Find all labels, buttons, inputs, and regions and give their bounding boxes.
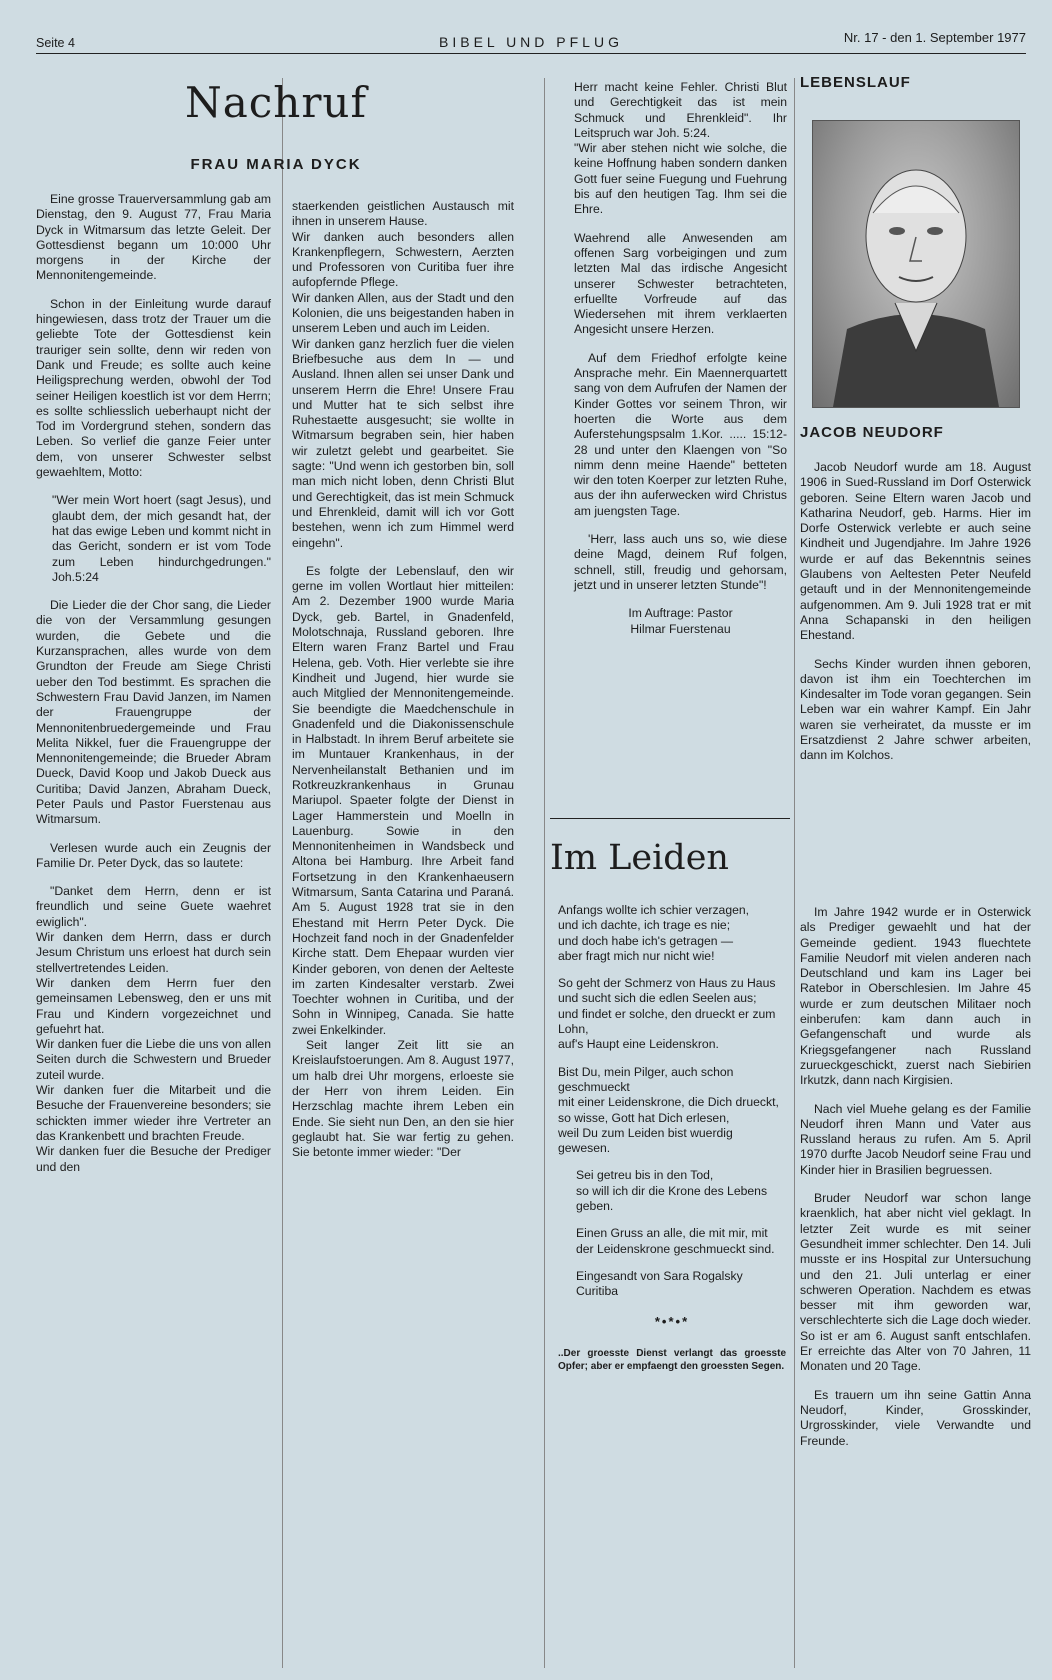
greeting: Einen Gruss an alle, die mit mir, mit der Leidenskrone geschmueckt sind.	[576, 1226, 775, 1256]
paragraph: Schon in der Einleitung wurde darauf hingewiesen, dass trotz der Trauer um die geliebte Tote der Gottesdienst kein trauriger sein sollte, denn wir reden von Dank und Freude; es sollte auch keine Heiligsprechung werden, obwohl der Tod seiner Heiligen koestlich ist vor dem Herrn; es sollte schliesslich ueberhaupt nicht der Tod im Vordergrund stehen, sondern das Leben. So verlief die ganze Feier unter dem, von unserer Schwester selbst gewaehltem, Motto:	[36, 296, 271, 480]
paragraph: "Wir aber stehen nicht wie solche, die keine Hoffnung haben sondern danken Gott fuer seine Fuegung und Fuehrung bis auf den heutigen Tag. Ihm sei die Ehre.	[574, 141, 787, 217]
page-header	[36, 30, 1026, 54]
paragraph: Waehrend alle Anwesenden am offenen Sarg vorbeigingen und zum letzten Mal das irdische Angesicht unserer Schwester betrachteten, erfuellte Vorfreude auf das Wiedersehen mit ihrem verklaerten Angesicht unsere Herzen.	[574, 230, 787, 337]
poem-stanza	[558, 1065, 786, 1157]
poem-line: und ich dachte, ich trage es nie;	[558, 918, 731, 933]
lebenslauf-column	[800, 460, 1031, 777]
nachruf-title: Nachruf	[184, 78, 368, 127]
lebenslauf-heading: LEBENSLAUF	[800, 74, 911, 91]
page-number: Seite 4	[36, 36, 75, 50]
poem-line: aber fragt mich nur nicht wie!	[558, 948, 715, 963]
nachruf-subtitle: FRAU MARIA DYCK	[190, 156, 362, 173]
paragraph: 'Herr, lass auch uns so, wie diese deine Magd, deinem Ruf folgen, schnell, still, freudig und gehorsam, jetzt und in unserer letzten Stunde"!	[574, 532, 787, 592]
portrait-photo	[812, 120, 1020, 408]
nachruf-column-3	[574, 80, 787, 637]
paragraph: Wir danken dem Herrn fuer den gemeinsamen Lebensweg, den er uns mit Frau und Kindern vorgezeichnet und gefuehrt hat.	[36, 975, 271, 1036]
signature	[574, 606, 787, 637]
poem-line: Anfangs wollte ich schier verzagen,	[558, 903, 750, 917]
nachruf-column-1	[36, 192, 271, 1175]
paragraph: Wir danken fuer die Mitarbeit und die Besuche der Frauenvereine besonders; sie schickten immer wieder ihre Vertreter an das Krankenbett und brachten Freude.	[36, 1083, 271, 1143]
paragraph: Sechs Kinder wurden ihnen geboren, davon ist ihm ein Toechterchen im Kindesalter im Tode voran gegangen. Sein Leben war ein wahrer Kampf. Ein Jahr waren sie verheiratet, da musste er im Ersatzdienst 2 Jahre schwer arbeiten, dann im Kolchos.	[800, 656, 1031, 763]
poem-stanza	[558, 976, 786, 1052]
im-leiden-poem	[558, 903, 786, 1373]
signature-line: Hilmar Fuerstenau	[630, 621, 731, 636]
footer-quote: ..Der groesste Dienst verlangt das groesste Opfer; aber er empfaengt den groessten Segen.	[558, 1347, 786, 1372]
paragraph: "Danket dem Herrn, denn er ist freundlich und seine Guete waehret ewiglich".	[36, 884, 271, 929]
poem-line: weil Du zum Leiden bist wuerdig gewesen.	[558, 1125, 733, 1156]
poem-line: Curitiba	[576, 1284, 618, 1299]
paragraph: Verlesen wurde auch ein Zeugnis der Familie Dr. Peter Dyck, das so lautete:	[36, 840, 271, 870]
signature-line: Im Auftrage: Pastor	[628, 606, 733, 621]
paragraph: Bruder Neudorf war schon lange kraenklich, hat aber nicht viel geklagt. In letzter Zeit wurde es mit seiner Gesundheit immer schlechter. Den 14. Juli musste er ins Hospital zur Untersuchung und den 21. Juli unterlag er einer schweren Operation. Nachdem es etwas besser mit ihm geworden war, verschlechterte sich die Lage doch wieder. So ist er am 6. August sanft entschlafen. Er erreichte das Alter von 70 Jahren, 11 Monaten und 20 Tage.	[800, 1191, 1031, 1374]
column-divider	[544, 78, 545, 1668]
poem-line: und sucht sich die edlen Seelen aus;	[558, 991, 757, 1006]
poem-line: so will ich dir die Krone des Lebens geben.	[576, 1183, 768, 1214]
motto-quote: "Wer mein Wort hoert (sagt Jesus), und glaubt dem, der mich gesandt hat, der hat das ewige Leben und kommt nicht in das Gericht, sondern er ist vom Tode zum Leben hindurchgedrungen." Joh.5:24	[52, 493, 271, 584]
poem-stanza	[558, 1168, 786, 1214]
poem-line: und findet er solche, den drueckt er zum Lohn,	[558, 1006, 776, 1037]
paragraph: Wir danken ganz herzlich fuer die vielen Briefbesuche aus dem In — und Ausland. Ihnen allen sei unser Dank und unserem Herrn die Ehre! Unsere Frau und Mutter hat te sich selbst ihre Ruhestaette ausgesucht; sie wollte in Witmarsum begraben sein, hier haben wir zuletzt gelebt und gearbeitet. Sie sagte: "Und wenn ich gestorben bin, soll man mich nicht loben, denn Christi Blut und Gerechtigkeit, das ist mein Schmuck und Ehrenkleid, damit will ich vor Gott bestehen, wenn ich zum Himmel werd eingehn".	[292, 336, 514, 550]
poem-line: Bist Du, mein Pilger, auch schon geschmueckt	[558, 1064, 734, 1094]
poem-line: auf's Haupt eine Leidenskron.	[558, 1037, 719, 1052]
paragraph: Seit langer Zeit litt sie an Kreislaufstoerungen. Am 8. August 1977, um halb drei Uhr morgens, erloeste sie der Herr von ihrem Leiden. Ein Herzschlag machte ihrem Leben ein Ende. Sie sieht nun Den, an den sie hier geglaubt hat. Sie war fertig zu gehen. Sie betonte immer wieder: "Der	[292, 1038, 514, 1160]
poem-line: mit einer Leidenskrone, die Dich drueckt,	[558, 1095, 779, 1110]
poem-stanza	[558, 903, 786, 964]
masthead: BIBEL UND PFLUG	[439, 34, 623, 50]
paragraph: Die Lieder die der Chor sang, die Lieder die von der Versammlung gesungen wurden, die Gebete und die Kurzansprachen, alles wurde von dem Grundton der Freude am Siege Christi ueber den Tod bestimmt. Es sprachen die Schwestern Frau David Janzen, im Namen der Frauengruppe der Mennonitenbruedergemeinde und Frau Melita Nikkel, fuer die Frauengruppe der Mennonitengemeinde; die Brueder Abram Dueck, David Koop und Jakob Dueck aus Curitiba; David Janzen, Abraham Dueck, Peter Pauls und Pastor Fuerstenau aus Witmarsum.	[36, 598, 271, 827]
paragraph: Jacob Neudorf wurde am 18. August 1906 in Sued-Russland im Dorf Osterwick geboren. Seine Eltern waren Jacob und Katharina Neudorf, geb. Harms. Hier im Dorfe Osterwick verlebte er auch seine Kindheit und Jugendjahre. Im Jahre 1926 wurde er auf das Bekenntnis seines Glaubens von Aeltesten Peter Neufeld getauft und in der Mennonitengemeinde aufgenommen. Am 9. Juli 1928 trat er mit Anna Schapanski in den heiligen Ehestand.	[800, 460, 1031, 643]
section-rule	[550, 818, 790, 819]
poem-line: Sei getreu bis in den Tod,	[576, 1168, 714, 1183]
lebenslauf-column-continued	[800, 905, 1031, 1462]
issue-date: Nr. 17 - den 1. September 1977	[843, 30, 1026, 45]
poem-line: So geht der Schmerz von Haus zu Haus	[558, 976, 776, 991]
paragraph: staerkenden geistlichen Austausch mit ihnen in unserem Hause.	[292, 199, 514, 229]
person-name: JACOB NEUDORF	[800, 424, 944, 441]
nachruf-column-2	[292, 199, 514, 1160]
paragraph: Eine grosse Trauerversammlung gab am Dienstag, den 9. August 77, Frau Maria Dyck in Witmarsum das letzte Geleit. Der Gottesdienst begann um 10:000 Uhr morgens in der Kirche der Mennonitengemeinde.	[36, 192, 271, 283]
paragraph: Im Jahre 1942 wurde er in Osterwick als Prediger gewaehlt und hat der Gemeinde gedient. 1943 fluechtete Familie Neudorf mit vielen anderen nach Deutschland und kam ins Lager bei Ratebor in Oberschlesien. Im Jahre 45 wurde er zum deutschen Militaer noch einberufen: kam dann auch in Gefangenschaft und wurde als Kriegsgefangener nach Russland zurueckgeschickt, zuerst nach Siebirien Irkutzk, dann nach Kirgisien.	[800, 905, 1031, 1088]
portrait-icon	[813, 121, 1019, 407]
submitted-by	[558, 1269, 786, 1300]
paragraph: Es folgte der Lebenslauf, den wir gerne im vollen Wortlaut hier mitteilen: Am 2. Dezember 1900 wurde Maria Dyck, geb. Bartel, in Gnadenfeld, Molotschnaja, Russland geboren. Ihre Eltern waren Franz Bartel und Frau Helena, geb. Voth. Hier verlebte sie ihre Kindheit und Jugend, hier wurde sie auch Mitglied der Mennonitengemeinde. Sie beendigte die Maedchenschule in Gnadenfeld und die Diakonissenschule in Halbstadt. In ihrem Beruf arbeitete sie im Muntauer Krankenhaus, in der Nervenheilanstalt Bethanien und im Rotkreuzkrankenhaus in Grunau Mariupol. Spaeter folgte der Dienst in Lager Hammerstein und Moelln in Lauenburg. Sowie in den Mennonitenheimen in Wandsbeck und Altona bei Hamburg. Ihre Arbeit fand Fortsetzung in den Krankenhaeusern Witmarsum, Santa Catarina und Paraná. Am 5. August 1928 trat sie in den Ehestand mit Herrn Peter Dyck. Die Hochzeit fand noch in der Gnadenfelder Kirche statt. Dem Ehepaar wurden vier Kinder geboren, von denen der Aelteste im zarten Kindesalter verstarb. Zwei Toechter wohnen in Curitiba, und der Sohn in Winnipeg, Canada. Sie hatte zwei Enkelkinder.	[292, 563, 514, 1037]
im-leiden-title: Im Leiden	[550, 838, 729, 878]
poem-line: so wisse, Gott hat Dich erlesen,	[558, 1110, 730, 1125]
header-rule	[36, 53, 1026, 54]
paragraph: Auf dem Friedhof erfolgte keine Ansprache mehr. Ein Maennerquartett sang von dem Aufrufen der Namen der Kinder Gottes vor seinem Thron, wir hoerten die Worte aus dem Auferstehungspsalm 1.Kor. ..... 15:12-28 und unter den Klaengen von "So nimm denn meine Haende" betteten wir den toten Koerper zur letzten Ruhe, aus der ihn auferwecken wird Christus am juengsten Tage.	[574, 350, 787, 518]
poem-line: und doch habe ich's getragen —	[558, 933, 734, 948]
poem-line: Eingesandt von Sara Rogalsky	[576, 1268, 743, 1283]
paragraph: Wir danken dem Herrn, dass er durch Jesum Christum uns erloest hat durch sein stellvertretendes Leiden.	[36, 930, 271, 975]
paragraph: Wir danken Allen, aus der Stadt und den Kolonien, die uns beigestanden haben in unserem Leben und auch im Leiden.	[292, 290, 514, 336]
paragraph: Wir danken auch besonders allen Krankenpflegern, Schwestern, Aerzten und Professoren von Curitiba fuer ihre aufopfernde Pflege.	[292, 229, 514, 290]
paragraph: Herr macht keine Fehler. Christi Blut und Gerechtigkeit das ist mein Schmuck und Ehrenkleid". Ihr Leitspruch war Joh. 5:24.	[574, 80, 787, 140]
column-divider	[282, 78, 283, 1668]
paragraph: Wir danken fuer die Besuche der Prediger und den	[36, 1144, 271, 1174]
paragraph: Nach viel Muehe gelang es der Familie Neudorf ihren Mann und Vater aus Russland heraus zu rufen. Am 5. April 1970 durfte Jacob Neudorf seine Frau und Kinder hier in Brasilien begruessen.	[800, 1101, 1031, 1177]
ornament: *•*•*	[654, 1313, 690, 1329]
paragraph: Wir danken fuer die Liebe die uns von allen Seiten durch die Schwestern und Brueder zuteil wurde.	[36, 1037, 271, 1082]
paragraph: Es trauern um ihn seine Gattin Anna Neudorf, Kinder, Grosskinder, Urgrosskinder, viele Verwandte und Freunde.	[800, 1387, 1031, 1448]
